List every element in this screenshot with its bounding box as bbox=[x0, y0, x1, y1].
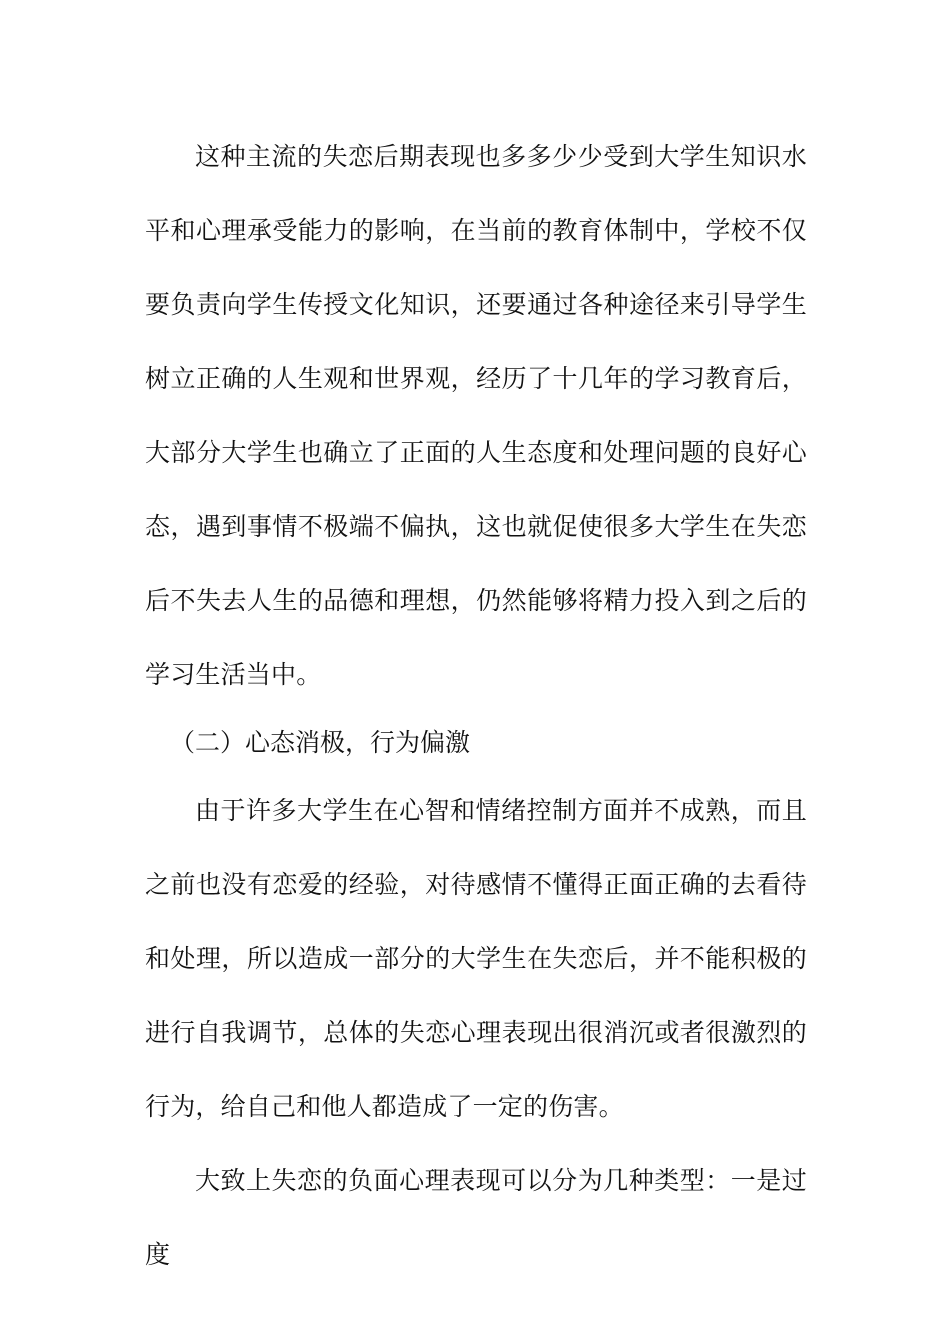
document-body bbox=[145, 120, 807, 1292]
section-heading: （二）心态消极，行为偏激 bbox=[170, 728, 471, 757]
paragraph-2: 由于许多大学生在心智和情绪控制方面并不成熟，而且之前也没有恋爱的经验，对待感情不懂得正面正确的去看待和处理，所以造成一部分的大学生在失恋后，并不能积极的进行自我调节，总体的失恋心理表现出很消沉或者很激烈的行为，给自己和他人都造成了一定的伤害。 bbox=[145, 796, 807, 1121]
paragraph-3: 大致上失恋的负面心理表现可以分为几种类型：一是过度 bbox=[145, 1166, 807, 1269]
paragraph-1: 这种主流的失恋后期表现也多多少少受到大学生知识水平和心理承受能力的影响，在当前的教育体制中，学校不仅要负责向学生传授文化知识，还要通过各种途径来引导学生树立正确的人生观和世界观，经历了十几年的学习教育后，大部分大学生也确立了正面的人生态度和处理问题的良好心态，遇到事情不极端不偏执，这也就促使很多大学生在失恋后不失去人生的品德和理想，仍然能够将精力投入到之后的学习生活当中。 bbox=[145, 142, 807, 689]
